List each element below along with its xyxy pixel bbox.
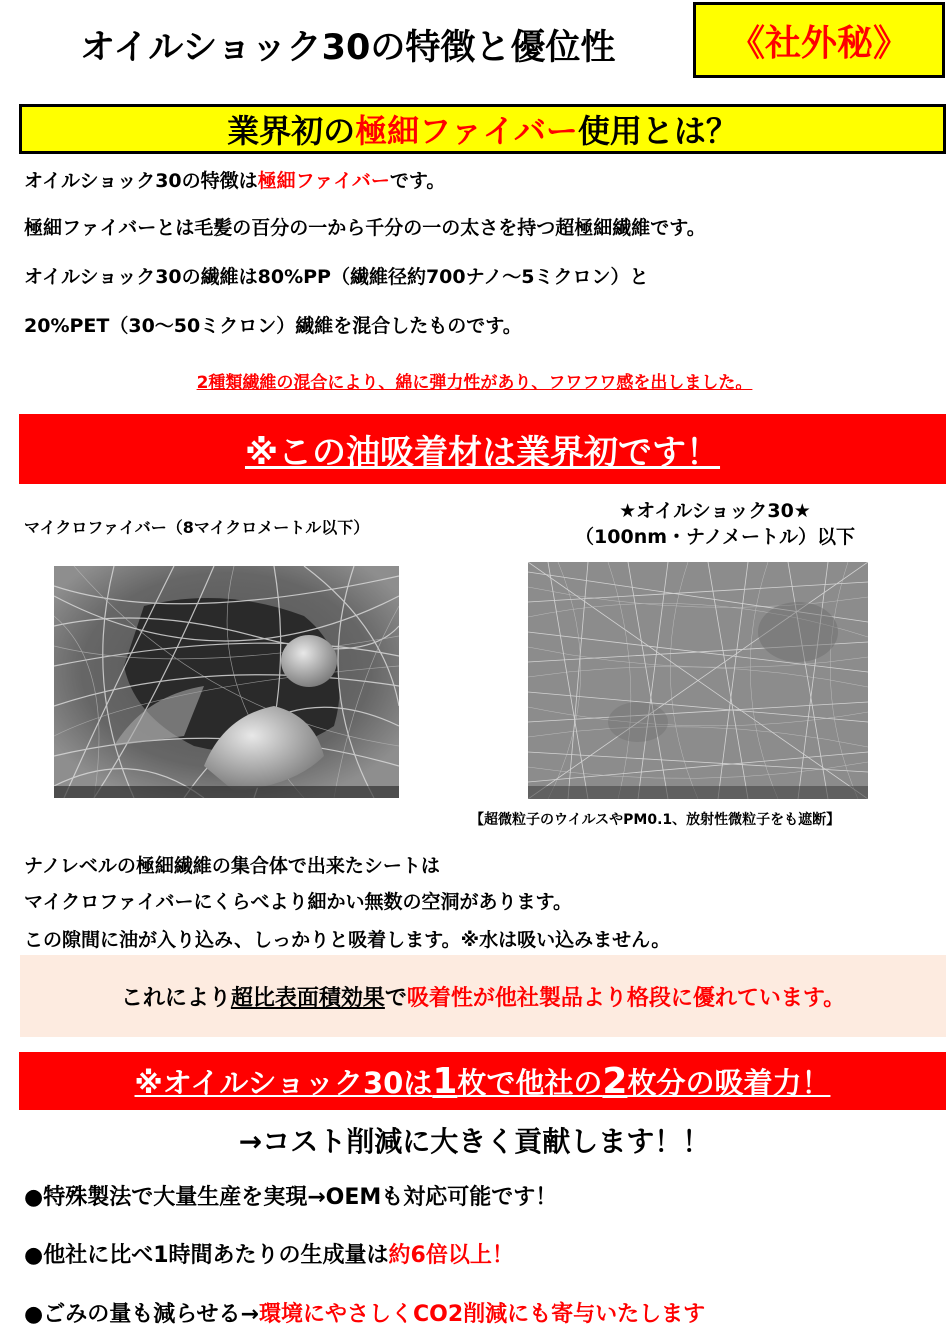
- oilshock-caption-line1: ★オイルショック30★: [619, 500, 811, 522]
- highlight-mid: で: [384, 985, 407, 1011]
- desc-line-2: マイクロファイバーにくらべより細かい無数の空洞があります。: [24, 891, 572, 913]
- banner3-c: 枚で他社の: [457, 1065, 603, 1100]
- highlight-pre: これにより: [120, 985, 231, 1011]
- intro-line-2: 極細ファイバーとは毛髪の百分の一から千分の一の太さを持つ超極細繊維です。: [24, 217, 706, 239]
- cost-reduction-line: →コスト削減に大きく貢献します！！: [238, 1125, 711, 1158]
- intro-line-1-highlight: 極細ファイバー: [257, 170, 390, 192]
- banner1-highlight: 極細ファイバー: [355, 112, 578, 150]
- industry-first-banner: ※この油吸着材は業界初です！: [19, 414, 946, 484]
- section-banner-fiber: [19, 104, 946, 154]
- banner1-post: 使用とは？: [577, 112, 738, 150]
- intro-line-1-post: です。: [389, 170, 446, 192]
- banner3-b: 1: [432, 1060, 458, 1102]
- bullet-production-rate-red: 約6倍以上！: [388, 1243, 514, 1268]
- microfiber-sem-image: [54, 566, 399, 798]
- banner3-e: 枚分の吸着力！: [627, 1065, 831, 1100]
- absorption-power-banner: [19, 1052, 946, 1110]
- sem-blocking-note: 【超微粒子のウイルスやPM0.1、放射性微粒子をも遮断】: [470, 812, 841, 828]
- banner3-a: ※オイルショック30は: [134, 1065, 433, 1100]
- bullet-eco-pre: ●ごみの量も減らせる→: [24, 1302, 259, 1327]
- highlight-red: 吸着性が他社製品より格段に優れています。: [406, 985, 846, 1011]
- blend-note: 2種類繊維の混合により、綿に弾力性があり、フワフワ感を出しました。: [196, 373, 753, 393]
- desc-line-3: この隙間に油が入り込み、しっかりと吸着します。※水は吸い込みません。: [24, 929, 671, 951]
- page-title: オイルショック30の特徴と優位性: [80, 28, 616, 68]
- bullet-mass-production: ●特殊製法で大量生産を実現→OEMも対応可能です！: [24, 1185, 558, 1210]
- intro-line-1: [24, 166, 445, 193]
- bullet-production-rate: [24, 1238, 514, 1269]
- intro-line-1-pre: オイルショック30の特徴は: [24, 170, 258, 192]
- bullet-eco-red: 環境にやさしくCO2削減にも寄与いたします: [258, 1302, 706, 1327]
- desc-line-1: ナノレベルの極細繊維の集合体で出来たシートは: [24, 855, 440, 877]
- nanofiber-sem-image: [528, 562, 868, 799]
- highlight-underlined: 超比表面積効果: [230, 985, 385, 1011]
- banner3-d: 2: [602, 1060, 628, 1102]
- banner1-pre: 業界初の: [227, 112, 356, 150]
- oilshock-caption-line2: （100nm・ナノメートル）以下: [575, 526, 855, 548]
- bullet-eco: [24, 1297, 705, 1328]
- intro-line-4: 20%PET（30～50ミクロン）繊維を混合したものです。: [24, 315, 522, 337]
- oilshock-caption: [520, 498, 910, 550]
- bullet-production-rate-pre: ●他社に比べ1時間あたりの生成量は: [24, 1243, 389, 1268]
- confidential-badge: 《社外秘》: [693, 2, 945, 78]
- microfiber-caption: マイクロファイバー（8マイクロメートル以下）: [24, 518, 370, 537]
- surface-area-highlight: [20, 955, 946, 1037]
- intro-line-3: オイルショック30の繊維は80%PP（繊維径約700ナノ～5ミクロン）と: [24, 266, 649, 288]
